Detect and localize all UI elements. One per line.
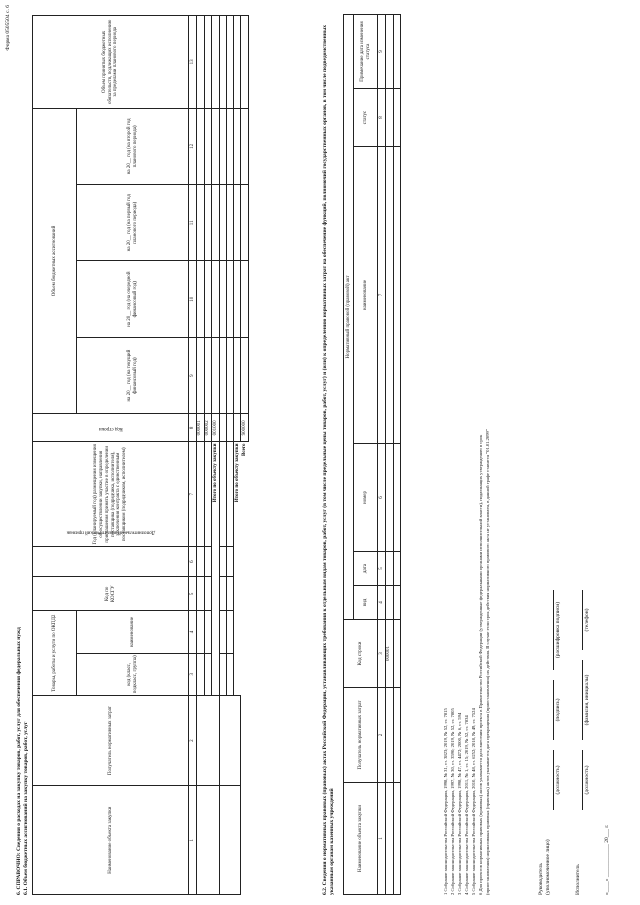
footnote-6-cont: (приостановлении) нормативных правовых (правовых) актов указывается дата прекращения (приостановления) их действия. В случае если срок действия нормативного правового акта не установлен, в данной графе ставится "01.01.2099" bbox=[485, 429, 490, 895]
head-decoding-line bbox=[553, 590, 554, 670]
hdr-recipient: Получатель нормативных затрат bbox=[33, 695, 189, 786]
hdr-date: дата bbox=[354, 552, 378, 586]
executor-label: Исполнитель bbox=[575, 864, 581, 895]
hdr-row-code: Код строки bbox=[33, 414, 189, 442]
head-sublabel: (уполномоченное лицо) bbox=[545, 839, 551, 895]
acts-table bbox=[343, 14, 401, 895]
hdr-status: статус bbox=[354, 89, 378, 147]
hdr-budget: Объем бюджетных ассигнований bbox=[33, 108, 77, 414]
column-numbers-row: 1 2 3 4 5 6 7 8 9 10 11 12 13 bbox=[189, 16, 197, 895]
hdr-okpd-name: наименование bbox=[77, 611, 189, 653]
hdr-name: наименование bbox=[354, 147, 378, 444]
footnote-1: 1 Собрание законодательства Российской Федерации, 1998, № 31, ст. 3823; 2019, № 52, ст. 7815 bbox=[443, 708, 448, 895]
section6-title: 6. СПРАВОЧНО: Сведения о расходах на закупку товаров, работ, услуг для обеспечения федеральных нужд bbox=[16, 627, 22, 895]
hdr-year: Год (планируемый год) размещения извещения об осуществлении закупки, направления приглашения принять участие в определении поставщика (подрядчика, исполнителя), заключения контракта с единственным поставщиком (подрядчиком, исполнителем) bbox=[33, 442, 189, 547]
subtotal-row: Итого по объекту закупки 001000 bbox=[212, 16, 220, 895]
head-label: Руководитель bbox=[538, 863, 544, 895]
footnote-3: 3 Собрание законодательства Российской Федерации, 1998, № 47, ст. 4472; 2000, № 6, ст. 594 bbox=[457, 712, 462, 895]
section62-title: 6.2. Сведения о нормативных правовых (правовых) актах Российской Федерации, устанавливающих требования к отдельным видам товаров, работ, услуг (в том числе предельные цены товаров, работ, услуг) и (или) к определению нормативных затрат на обеспечение функций, полномочий государственных органов, в том числе подведомственных указанным органам казенных учреждений bbox=[322, 24, 335, 895]
subtotal-row: Итого по объекту закупки bbox=[234, 16, 241, 895]
executor-phone-caption: (телефон) bbox=[584, 608, 590, 632]
executor-phone-line bbox=[582, 590, 583, 650]
form-label: Форма 0505504 с. 6 bbox=[5, 5, 11, 51]
grand-total-row: Всего 900000 bbox=[241, 16, 249, 895]
hdr-year4: на 20__ год (на второй год планового периода) bbox=[77, 108, 189, 184]
budget-table bbox=[32, 15, 249, 895]
hdr-year1: на 20__ год (на текущий финансовый год) bbox=[77, 337, 189, 413]
hdr-obligations: Объем принятых бюджетных обязательств, подлежащих исполнению за пределами планового периода bbox=[33, 16, 189, 109]
date-line: «____» ____________ 20___ г. bbox=[604, 824, 610, 895]
footnote-2: 2 Собрание законодательства Российской Федерации, 1997, № 30, ст. 3590; 2019, № 52, ст. 7805 bbox=[450, 708, 455, 895]
head-signature-line bbox=[553, 680, 554, 740]
table-row bbox=[393, 14, 400, 894]
footnote-6: 6 Для проектов нормативных правовых (правовых) актов указывается дата внесения проекта в Правительство Российской Федерации (утвержденные федеральными органами исполнительной власти), подлежащих утверждению в срок bbox=[478, 434, 483, 895]
footnote-5: 5 Собрание законодательства Российской Федерации, 2010, № 48, ст. 6252; 2018, № 49, ст. 7524 bbox=[471, 708, 476, 895]
hdr-kosgu: Код по КОСГУ bbox=[33, 577, 189, 611]
table-row: 000001 bbox=[196, 16, 204, 895]
executor-fio-line bbox=[582, 660, 583, 740]
head-position-line bbox=[553, 750, 554, 810]
hdr-type: вид bbox=[354, 586, 378, 620]
table-row: 000001 bbox=[385, 14, 393, 894]
hdr-number: номер bbox=[354, 444, 378, 552]
hdr-row-code: Код строки bbox=[344, 620, 378, 688]
hdr-extra: Дополнительный аналитический признак bbox=[33, 547, 189, 577]
hdr-act: Нормативный правовой (правовой) акт bbox=[344, 14, 354, 619]
executor-position-line bbox=[582, 750, 583, 810]
hdr-object: Наименование объекта закупки bbox=[344, 783, 378, 895]
hdr-object: Наименование объекта закупки bbox=[33, 786, 189, 895]
head-signature-caption: (подпись) bbox=[555, 698, 561, 722]
hdr-goods: Товары, работы и услуги по ОКПД2 bbox=[33, 611, 77, 695]
head-position-caption: (должность) bbox=[555, 765, 561, 795]
hdr-recipient: Получатель нормативных затрат bbox=[344, 688, 378, 783]
footnote-4: 4 Собрание законодательства Российской Федерации, 2011, № 1, ст. 15; 2019, № 52, ст. 7834 bbox=[464, 715, 469, 895]
head-decoding-caption: (расшифровка подписи) bbox=[555, 601, 561, 659]
executor-fio-caption: (фамилия, инициалы) bbox=[584, 674, 590, 726]
hdr-year2: на 20__ год (на очередной финансовый год) bbox=[77, 261, 189, 337]
hdr-year3: на 20__ год (на первый год планового периода) bbox=[77, 185, 189, 261]
table-row bbox=[220, 16, 227, 895]
column-numbers-row: 1 2 3 4 5 6 7 8 9 bbox=[378, 14, 386, 894]
hdr-okpd-code: код (класс, подкласс, группа) bbox=[77, 653, 189, 695]
table-row: 000002 bbox=[204, 16, 212, 895]
section6-subtitle: 6.1. Объем бюджетных ассигнований на закупку товаров, работ, услуг bbox=[23, 721, 29, 895]
hdr-status-date: Примечание дата изменения статуса bbox=[354, 14, 378, 88]
executor-position-caption: (должность) bbox=[584, 765, 590, 795]
